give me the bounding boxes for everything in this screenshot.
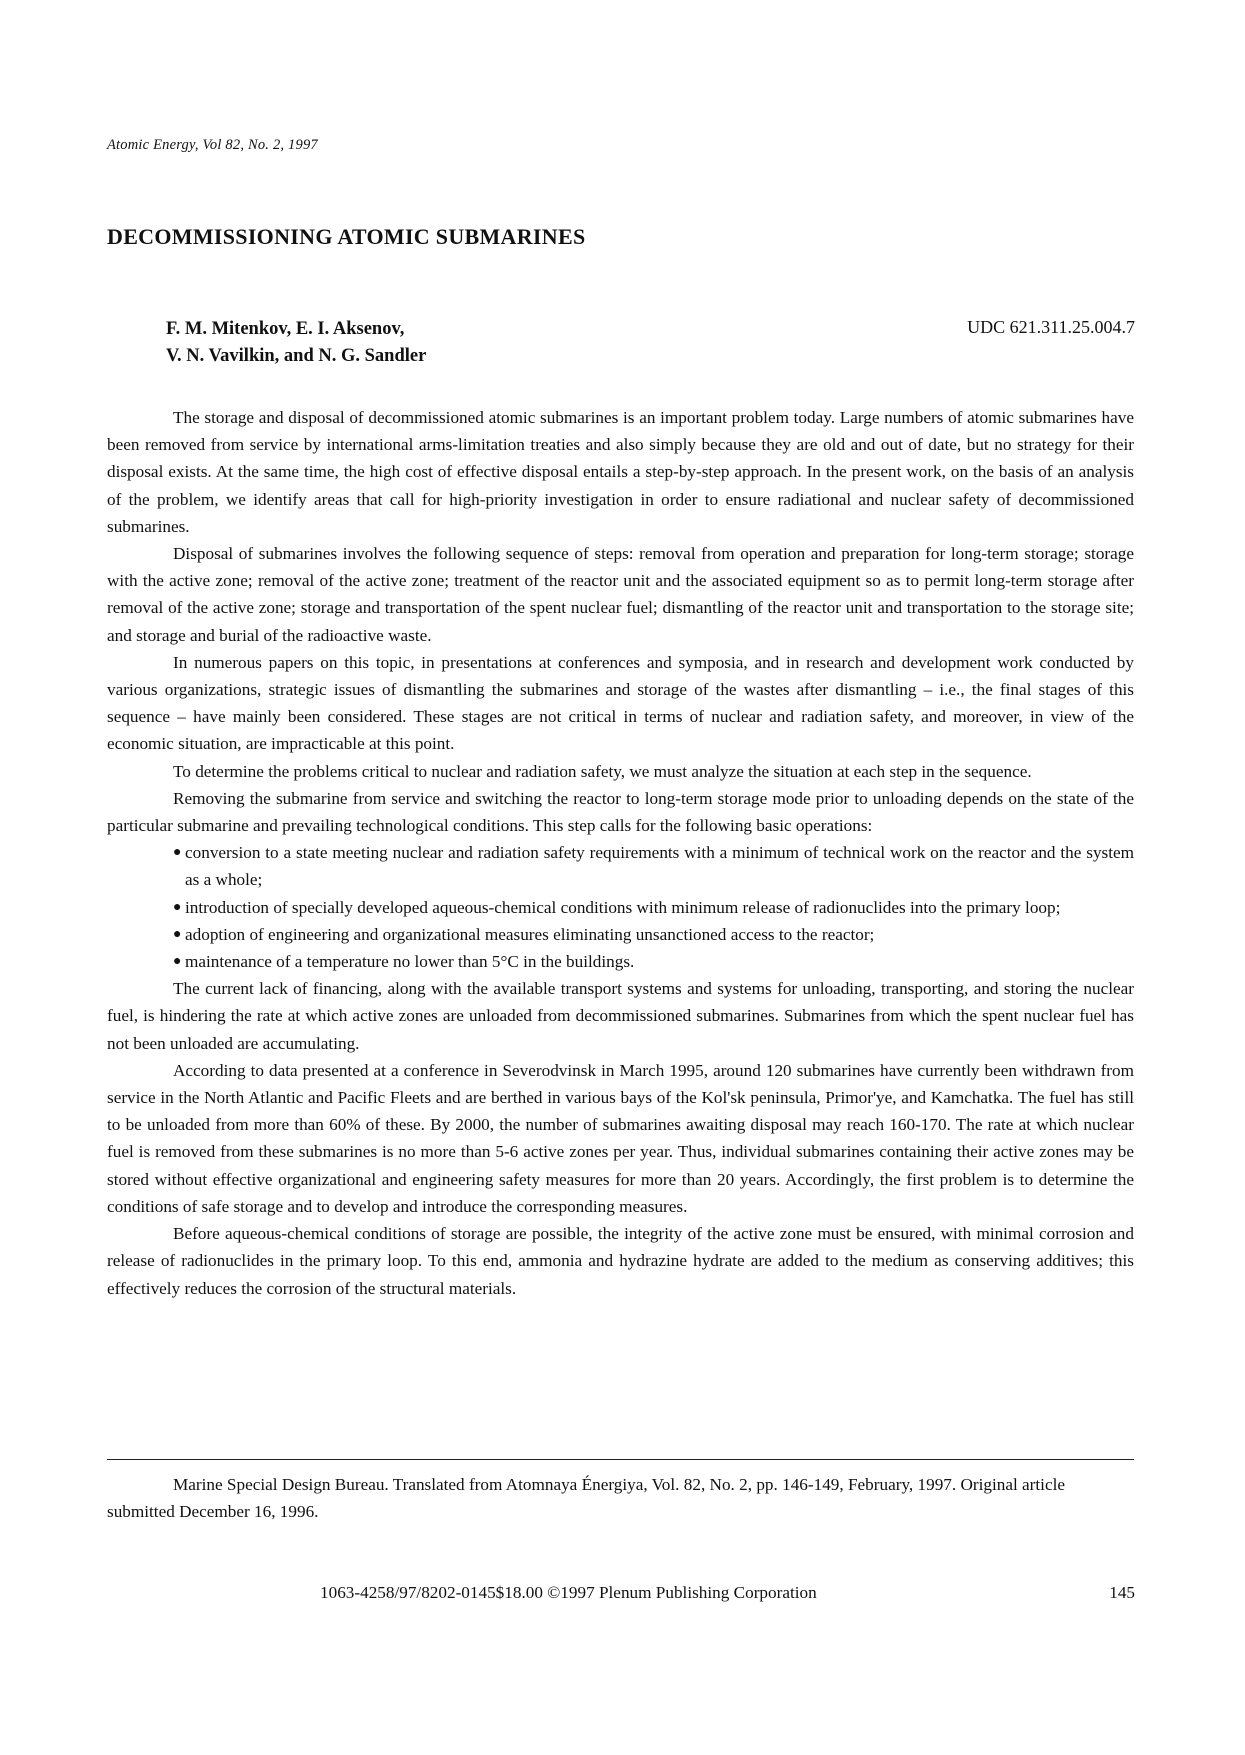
article-body — [107, 404, 1134, 1302]
list-item-text: maintenance of a temperature no lower than 5°C in the buildings. — [185, 952, 635, 972]
footnote-divider — [107, 1459, 1134, 1460]
article-title: DECOMMISSIONING ATOMIC SUBMARINES — [107, 224, 586, 249]
paragraph: The storage and disposal of decommissioned atomic submarines is an important problem today. Large numbers of atomic submarines have been removed from service by international arms-limitation treaties and also simply because they are old and out of date, but no strategy for their disposal exists. At the same time, the high cost of effective disposal entails a step-by-step approach. In the present work, on the basis of an analysis of the problem, we identify areas that call for high-priority investigation in order to ensure radiational and nuclear safety of decommissioned submarines. — [107, 408, 1134, 536]
list-item-text: introduction of specially developed aqueous-chemical conditions with minimum release of radionuclides into the primary loop; — [185, 897, 1061, 917]
paragraph: In numerous papers on this topic, in presentations at conferences and symposia, and in research and development work conducted by various organizations, strategic issues of dismantling the submarines and storage of the wastes after dismantling – i.e., the final stages of this sequence – have mainly been considered. These stages are not critical in terms of nuclear and radiation safety, and moreover, in view of the economic situation, are impracticable at this point. — [107, 652, 1134, 754]
journal-citation: Atomic Energy, Vol 82, No. 2, 1997 — [107, 137, 318, 153]
list-item — [173, 948, 1134, 975]
paragraph: Before aqueous-chemical conditions of storage are possible, the integrity of the active zone must be ensured, with minimal corrosion and release of radionuclides in the primary loop. To this end, ammonia and hydrazine hydrate are added to the medium as conserving additives; this effectively reduces the corrosion of the structural materials. — [107, 1224, 1134, 1298]
paragraph: Disposal of submarines involves the following sequence of steps: removal from operation and preparation for long-term storage; storage with the active zone; removal of the active zone; treatment of the reactor unit and the associated equipment so as to permit long-term storage after removal of the active zone; storage and transportation of the spent nuclear fuel; dismantling of the reactor unit and transportation to the storage site; and storage and burial of the radioactive waste. — [107, 544, 1134, 645]
authors-line-1: F. M. Mitenkov, E. I. Aksenov, — [166, 319, 405, 339]
operations-list — [107, 839, 1134, 975]
list-item-text: adoption of engineering and organizational measures eliminating unsanctioned access to the reactor; — [185, 924, 875, 944]
paragraph: Removing the submarine from service and switching the reactor to long-term storage mode prior to unloading depends on the state of the particular submarine and prevailing technological conditions. This step calls for the following basic operations: — [107, 788, 1134, 836]
list-item-text: conversion to a state meeting nuclear and radiation safety requirements with a minimum of technical work on the reactor and the system as a whole; — [185, 843, 1134, 890]
list-item — [173, 894, 1134, 921]
list-item — [173, 839, 1134, 893]
authors-line-2: V. N. Vavilkin, and N. G. Sandler — [166, 346, 427, 366]
list-item — [173, 921, 1134, 948]
paragraph: According to data presented at a conference in Severodvinsk in March 1995, around 120 submarines have currently been withdrawn from service in the North Atlantic and Pacific Fleets and are berthed in various bays of the Kol'sk peninsula, Primor'ye, and Kamchatka. The fuel has still to be unloaded from more than 60% of these. By 2000, the number of submarines awaiting disposal may reach 160-170. The rate at which nuclear fuel is removed from these submarines is no more than 5-6 active zones per year. Thus, individual submarines containing their active zones may be stored without effective organizational and engineering safety measures for more than 20 years. Accordingly, the first problem is to determine the conditions of safe storage and to develop and introduce the corresponding measures. — [107, 1060, 1134, 1216]
paragraph: The current lack of financing, along with the available transport systems and systems for unloading, transporting, and storing the nuclear fuel, is hindering the rate at which active zones are unloaded from decommissioned submarines. Submarines from which the spent nuclear fuel has not been unloaded are accumulating. — [107, 979, 1134, 1053]
page-number: 145 — [1109, 1583, 1135, 1602]
paragraph: To determine the problems critical to nuclear and radiation safety, we must analyze the situation at each step in the sequence. — [173, 761, 1032, 781]
bullet-icon: ● — [173, 926, 182, 942]
publisher-code: 1063-4258/97/8202-0145$18.00 ©1997 Plenum Publishing Corporation — [320, 1583, 817, 1602]
bullet-icon: ● — [173, 845, 182, 861]
bullet-icon: ● — [173, 899, 182, 915]
bullet-icon: ● — [173, 954, 182, 970]
udc-code: UDC 621.311.25.004.7 — [967, 317, 1135, 337]
footnote: Marine Special Design Bureau. Translated from Atomnaya Énergiya, Vol. 82, No. 2, pp. 146-149, February, 1997. Original article submitted December 16, 1996. — [107, 1475, 1065, 1521]
author-list — [166, 316, 426, 370]
